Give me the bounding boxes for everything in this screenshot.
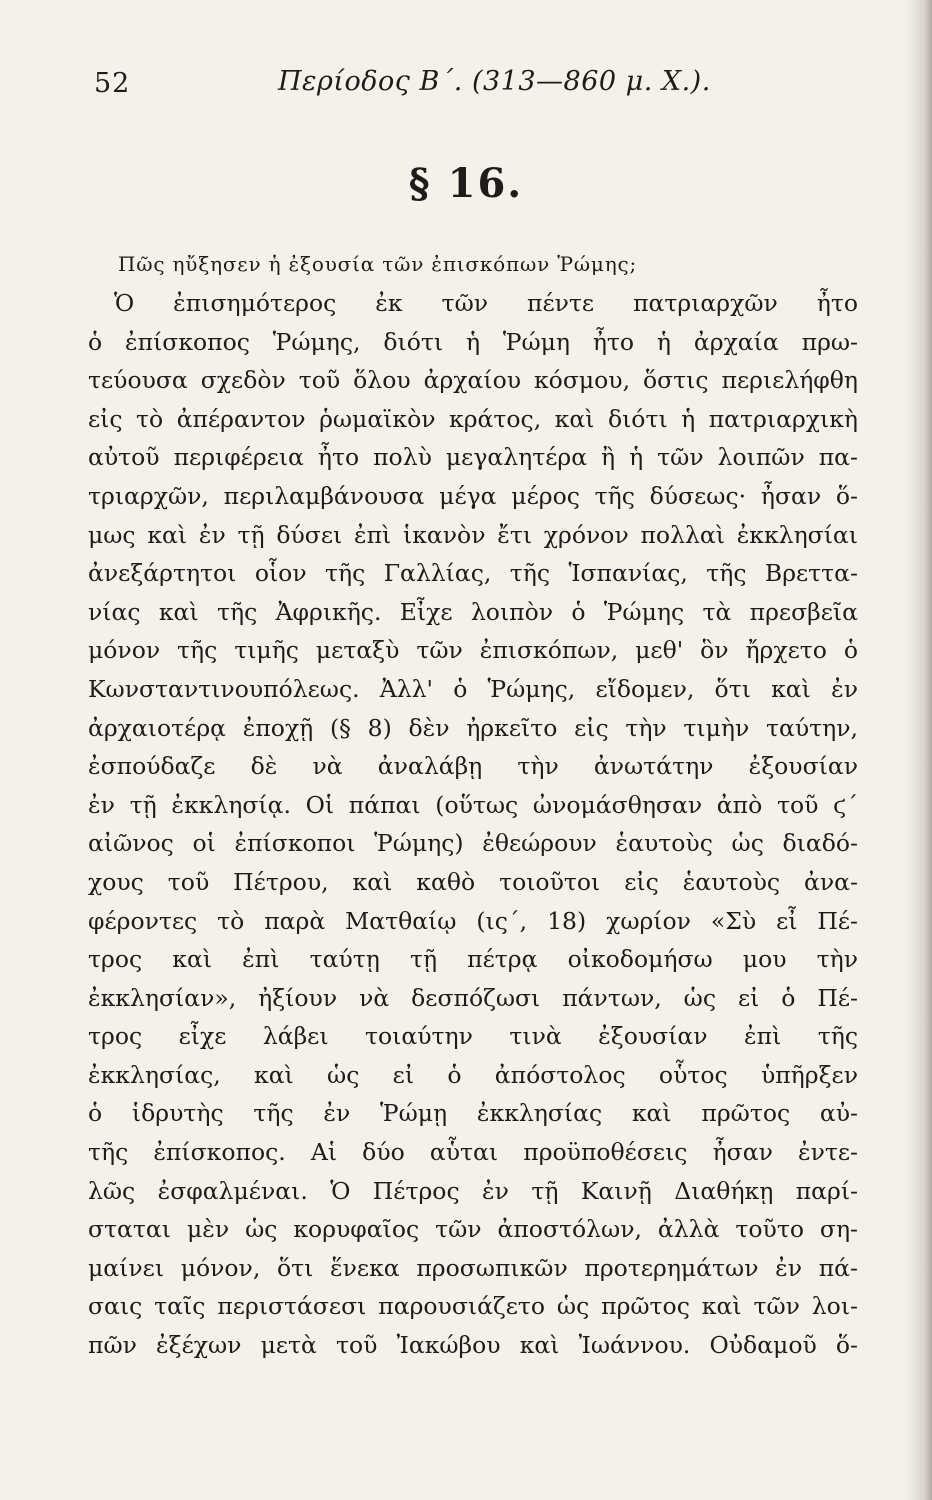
text-line: ἐκκλησίαν», ἠξίουν νὰ δεσπόζωσι πάντων, ὡς εἰ ὁ Πέ- bbox=[88, 983, 858, 1012]
section-subtitle: Πῶς ηὔξησεν ἡ ἐξουσία τῶν ἐπισκόπων Ῥώμης; bbox=[118, 252, 638, 276]
text-line: ὁ ἱδρυτὴς τῆς ἐν Ῥώμῃ ἐκκλησίας καὶ πρῶτος αὐ- bbox=[88, 1099, 858, 1128]
text-line: τεύουσα σχεδὸν τοῦ ὅλου ἀρχαίου κόσμου, ὅστις περιελήφθη bbox=[88, 366, 858, 395]
page-edge-shadow bbox=[906, 0, 932, 1500]
text-line: σαις ταῖς περιστάσεσι παρουσιάζετο ὡς πρῶτος καὶ τῶν λοι- bbox=[88, 1292, 858, 1321]
text-line: πῶν ἐξέχων μετὰ τοῦ Ἰακώβου καὶ Ἰωάννου. Οὐδαμοῦ ὅ- bbox=[88, 1331, 858, 1360]
text-line: μόνον τῆς τιμῆς μεταξὺ τῶν ἐπισκόπων, μεθ' ὃν ἤρχετο ὁ bbox=[88, 636, 858, 665]
text-line: ἐκκλησίας, καὶ ὡς εἰ ὁ ἀπόστολος οὗτος ὑπῆρξεν bbox=[88, 1060, 858, 1089]
section-heading: § 16. bbox=[408, 160, 524, 207]
text-line: μως καὶ ἐν τῇ δύσει ἐπὶ ἱκανὸν ἔτι χρόνον πολλαὶ ἐκκλησίαι bbox=[88, 520, 858, 549]
text-line: Ὁ ἐπισημότερος ἐκ τῶν πέντε πατριαρχῶν ἦτο bbox=[114, 289, 858, 317]
text-line: φέροντες τὸ παρὰ Ματθαίῳ (ις΄, 18) χωρίον «Σὺ εἶ Πέ- bbox=[88, 906, 858, 935]
text-line: νίας καὶ τῆς Ἀφρικῆς. Εἶχε λοιπὸν ὁ Ῥώμης τὰ πρεσβεῖα bbox=[88, 597, 858, 626]
text-line: ὁ ἐπίσκοπος Ῥώμης, διότι ἡ Ῥώμη ἦτο ἡ ἀρχαία πρω- bbox=[88, 327, 858, 356]
running-header bbox=[92, 62, 852, 102]
text-line: αὐτοῦ περιφέρεια ἦτο πολὺ μεγαλητέρα ἢ ἡ τῶν λοιπῶν πα- bbox=[88, 443, 858, 472]
text-line: σταται μὲν ὡς κορυφαῖος τῶν ἀποστόλων, ἀλλὰ τοῦτο ση- bbox=[88, 1215, 858, 1244]
text-line: τῆς ἐπίσκοπος. Αἱ δύο αὗται προϋποθέσεις ἦσαν ἐντε- bbox=[88, 1138, 858, 1167]
text-line: τριαρχῶν, περιλαμβάνουσα μέγα μέρος τῆς δύσεως· ἦσαν ὅ- bbox=[88, 481, 858, 510]
text-line: χους τοῦ Πέτρου, καὶ καθὸ τοιοῦτοι εἰς ἑαυτοὺς ἀνα- bbox=[88, 867, 858, 896]
text-line: μαίνει μόνον, ὅτι ἕνεκα προσωπικῶν προτερημάτων ἐν πά- bbox=[88, 1253, 858, 1282]
body-text bbox=[88, 284, 858, 1365]
text-line: αἰῶνος οἱ ἐπίσκοποι Ῥώμης) ἐθεώρουν ἑαυτοὺς ὡς διαδό- bbox=[88, 829, 858, 858]
text-line: ἀνεξάρτητοι οἷον τῆς Γαλλίας, τῆς Ἱσπανίας, τῆς Βρεττα- bbox=[88, 559, 858, 588]
text-line: εἰς τὸ ἀπέραντον ῥωμαϊκὸν κράτος, καὶ διότι ἡ πατριαρχικὴ bbox=[88, 404, 858, 433]
text-line: τρος καὶ ἐπὶ ταύτῃ τῇ πέτρᾳ οἰκοδομήσω μου τὴν bbox=[88, 945, 858, 974]
text-line: ἐν τῇ ἐκκλησίᾳ. Οἱ πάπαι (οὕτως ὠνομάσθησαν ἀπὸ τοῦ ϛ΄ bbox=[88, 790, 858, 819]
page-number: 52 bbox=[94, 68, 131, 99]
text-line: λῶς ἐσφαλμέναι. Ὁ Πέτρος ἐν τῇ Καινῇ Διαθήκῃ παρί- bbox=[88, 1176, 858, 1205]
text-line: τρος εἶχε λάβει τοιαύτην τινὰ ἐξουσίαν ἐπὶ τῆς bbox=[88, 1022, 858, 1051]
text-line: ἀρχαιοτέρᾳ ἐποχῇ (§ 8) δὲν ἠρκεῖτο εἰς τὴν τιμὴν ταύτην, bbox=[88, 713, 858, 742]
text-line: ἐσπούδαζε δὲ νὰ ἀναλάβῃ τὴν ἀνωτάτην ἐξουσίαν bbox=[88, 752, 858, 781]
text-line: Κωνσταντινουπόλεως. Ἀλλ' ὁ Ῥώμης, εἴδομεν, ὅτι καὶ ἐν bbox=[88, 674, 858, 703]
running-title: Περίοδος Β΄. (313—860 μ. Χ.). bbox=[278, 66, 711, 97]
